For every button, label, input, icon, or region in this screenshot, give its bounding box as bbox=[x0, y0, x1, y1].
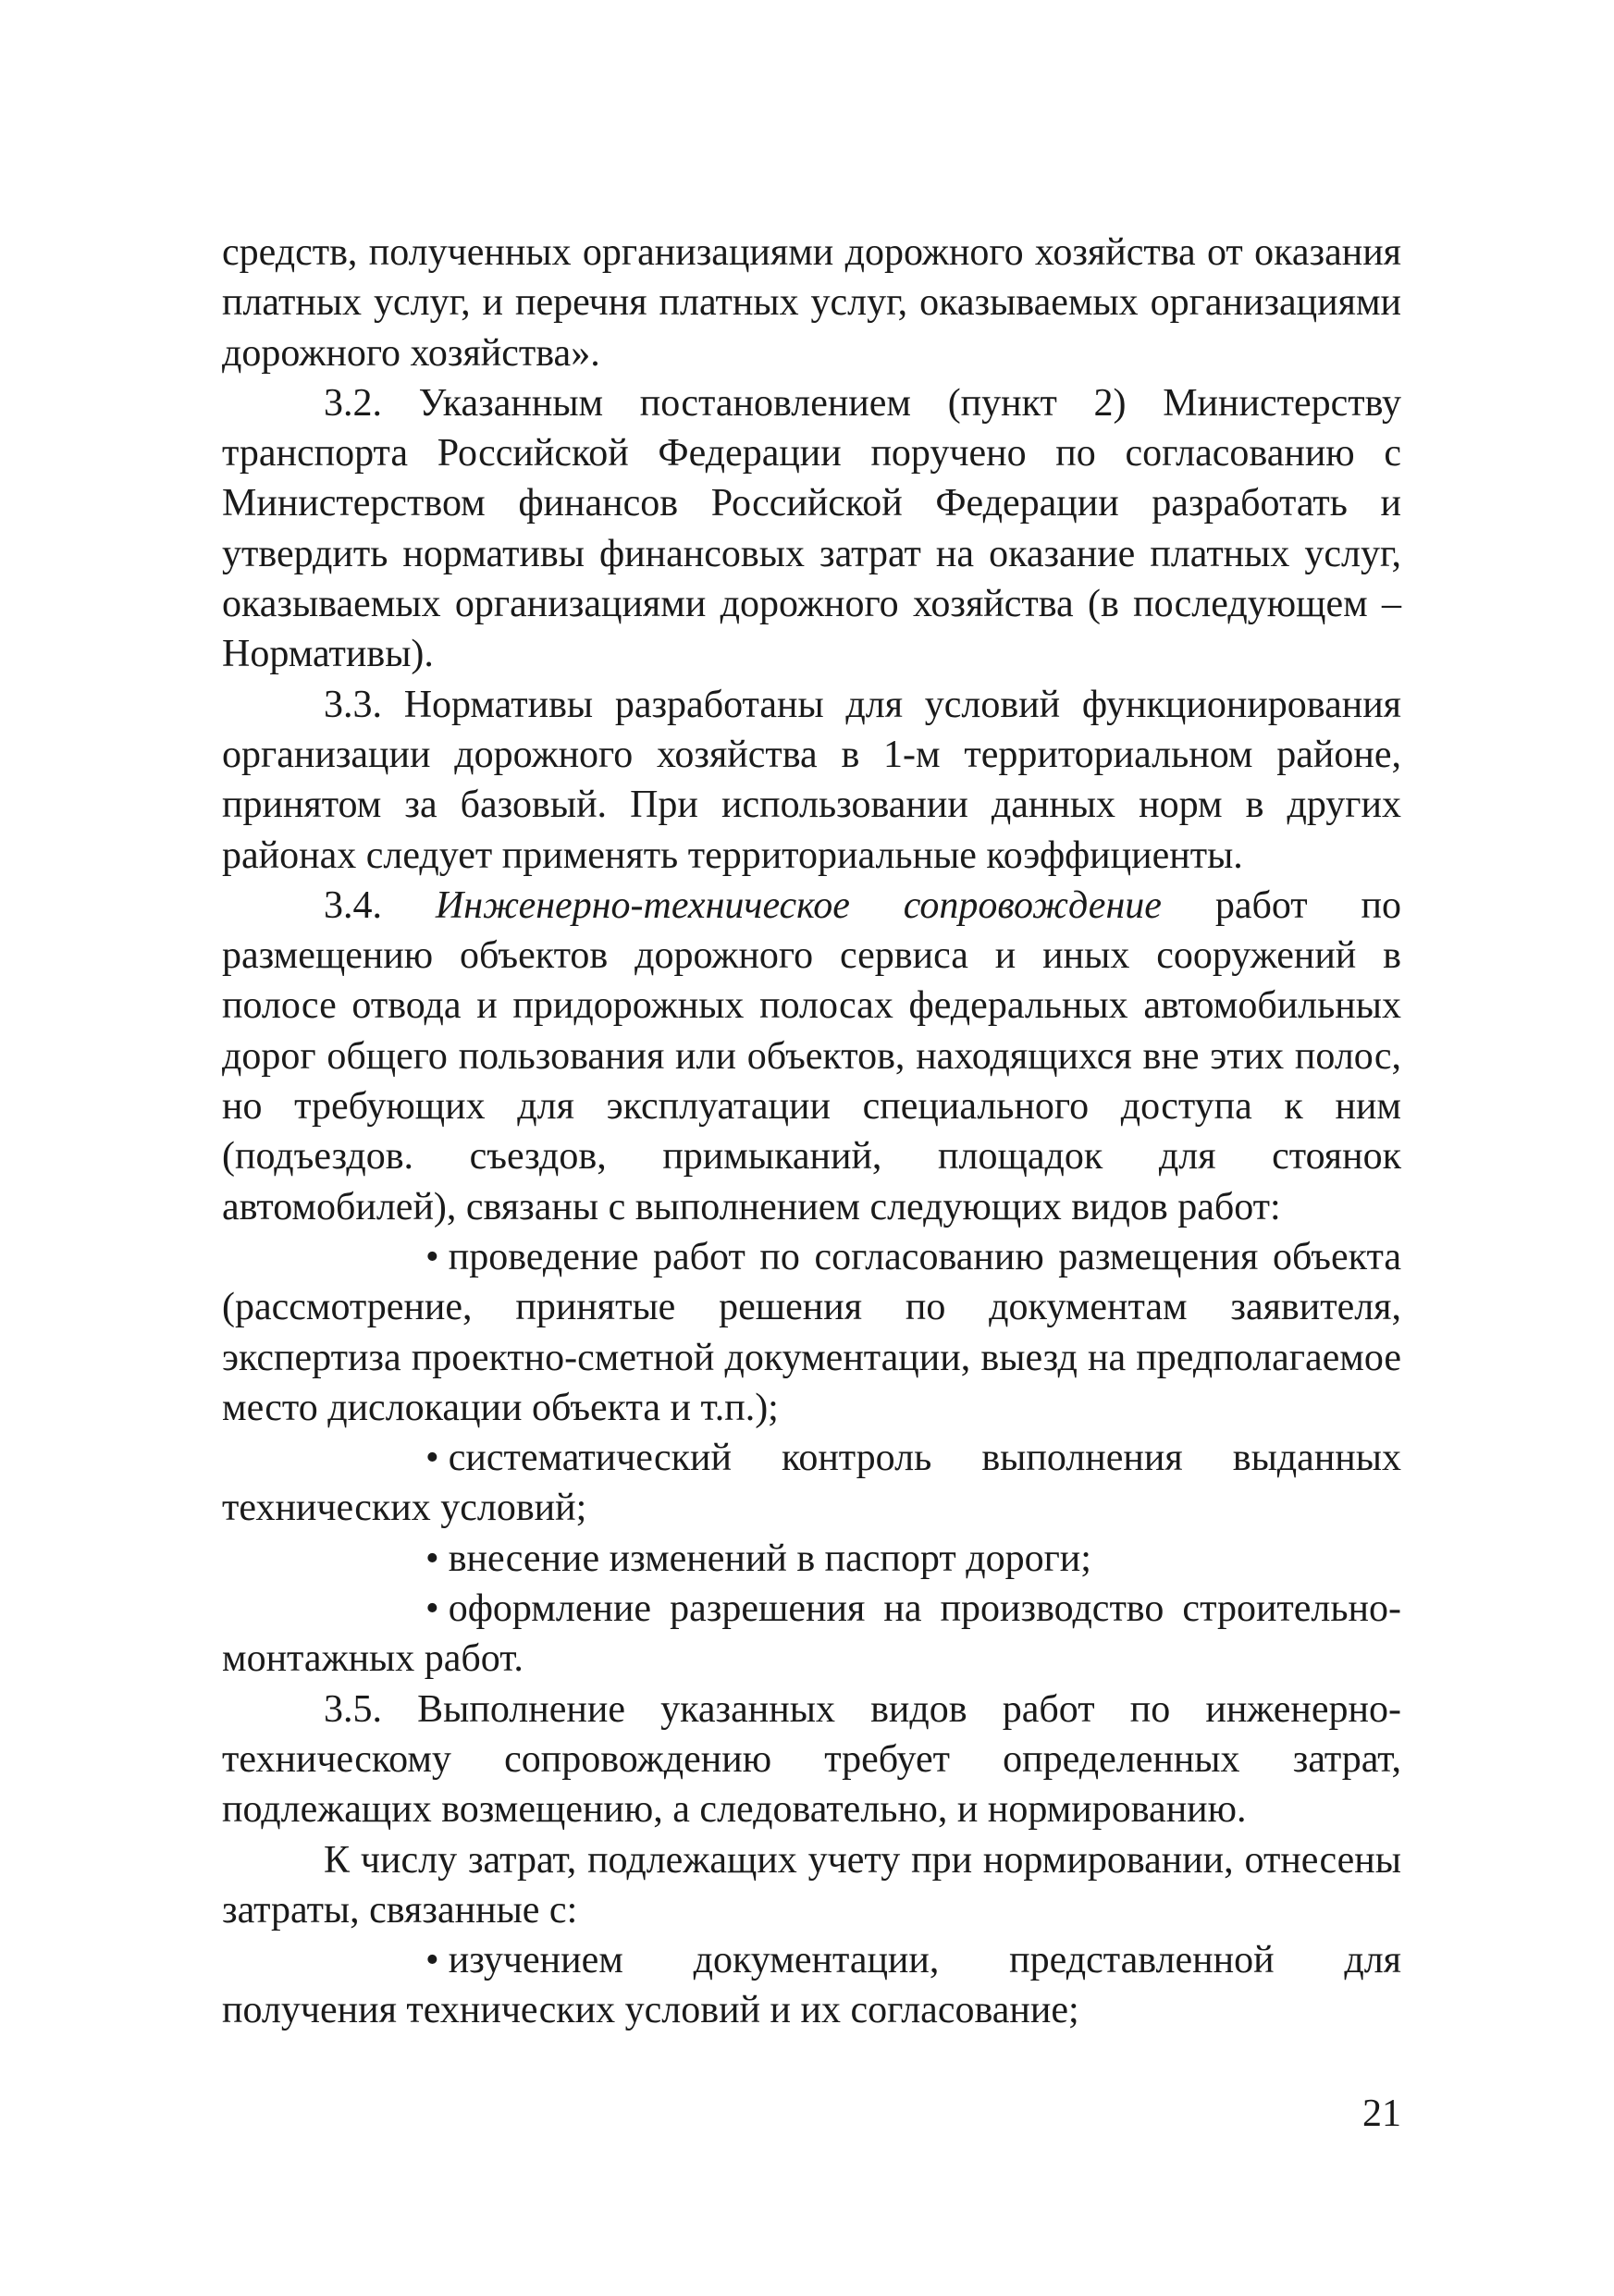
bullet-icon: • bbox=[425, 1939, 439, 1982]
paragraph-continuation: средств, полученных организациями дорожного хозяйства от оказания платных услуг, и перечня платных услуг, оказываемых организациями дорожного хозяйства». bbox=[222, 231, 1401, 375]
paragraph-3-4 bbox=[222, 881, 1401, 1232]
paragraph-3-2: 3.2. Указанным постановлением (пункт 2) Министерству транспорта Российской Федерации поручено по согласованию с Министерством финансов Российской Федерации разработать и утвердить нормативы финансовых затрат на оказание платных услуг, оказываемых организациями дорожного хозяйства (в последующем – Нормативы). bbox=[222, 381, 1401, 676]
paragraph-rest: работ по размещению объектов дорожного сервиса и иных сооружений в полосе отвода и придорожных полосах федеральных автомобильных дорог общего пользования или объектов, находящихся вне этих полос, но требующих для эксплуатации специального доступа к ним (подъездов. съездов, примыканий, площадок для стоянок автомобилей), связаны с выполнением следующих видов работ: bbox=[222, 883, 1402, 1228]
bullet-text: оформление разрешения на производство строительно-монтажных работ. bbox=[222, 1587, 1401, 1681]
bullet-item bbox=[222, 1433, 1401, 1534]
paragraph-3-3: 3.3. Нормативы разработаны для условий функционирования организации дорожного хозяйства в 1-м территориальном районе, принятом за базовый. При использовании данных норм в других районах следует применять территориальные коэффициенты. bbox=[222, 683, 1401, 877]
bullet-item bbox=[222, 1232, 1401, 1433]
paragraph-3-5: 3.5. Выполнение указанных видов работ по инженерно-техническому сопровождению требует определенных затрат, подлежащих возмещению, а следовательно, и нормированию. bbox=[222, 1687, 1401, 1832]
bullet-item bbox=[222, 1534, 1401, 1584]
bullet-text: систематический контроль выполнения выданных технических условий; bbox=[222, 1437, 1401, 1530]
paragraph-costs: К числу затрат, подлежащих учету при нормировании, отнесены затраты, связанные с: bbox=[222, 1838, 1401, 1932]
bullet-text: изучением документации, представленной для получения технических условий и их согласование; bbox=[222, 1939, 1401, 2032]
bullet-text: проведение работ по согласованию размещения объекта (рассмотрение, принятые решения по документам заявителя, экспертиза проектно-сметной документации, выезд на предполагаемое место дислокации объекта и т.п.); bbox=[222, 1235, 1401, 1429]
bullet-icon: • bbox=[425, 1587, 439, 1631]
paragraph-number: 3.4. bbox=[324, 883, 382, 927]
bullet-icon: • bbox=[425, 1437, 439, 1480]
bullet-icon: • bbox=[425, 1537, 439, 1580]
bullet-text: внесение изменений в паспорт дороги; bbox=[448, 1537, 1091, 1580]
bullet-icon: • bbox=[425, 1235, 439, 1278]
bullet-item bbox=[222, 1935, 1401, 2036]
body-text bbox=[222, 228, 1401, 2036]
bullet-item bbox=[222, 1584, 1401, 1685]
page-number: 21 bbox=[1362, 2092, 1401, 2135]
italic-term: Инженерно-техническое сопровождение bbox=[435, 883, 1162, 927]
